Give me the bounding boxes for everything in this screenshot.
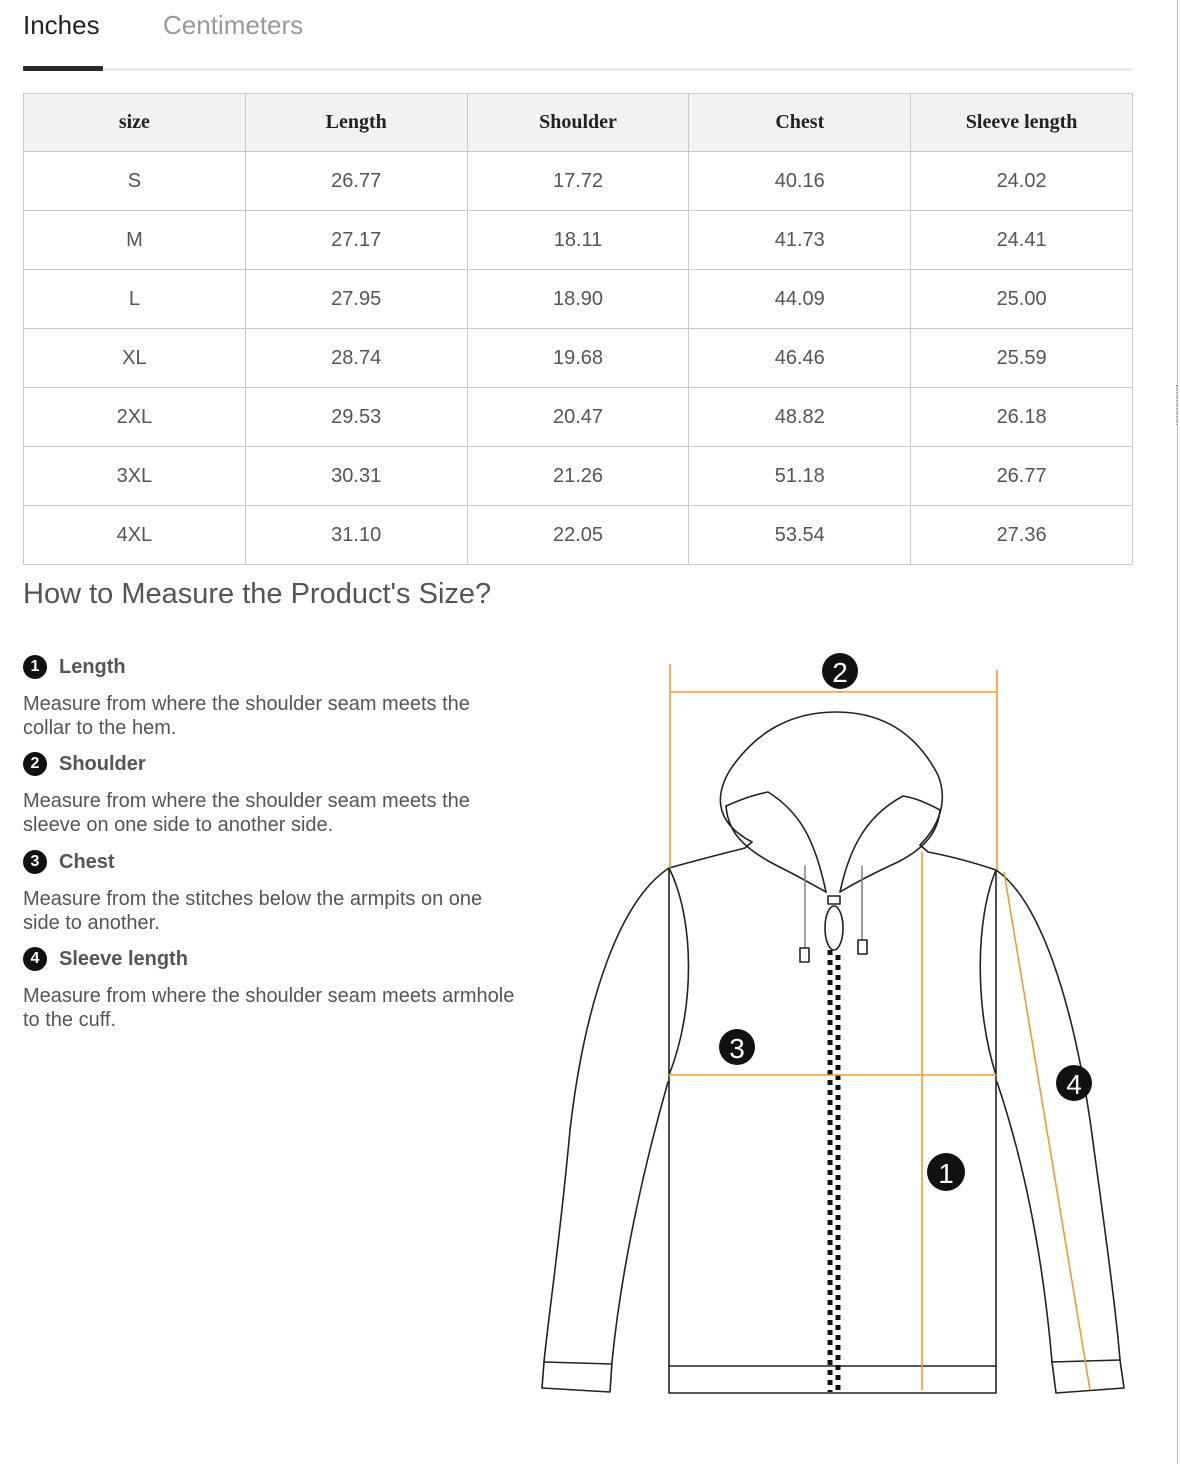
cell-sleeve: 24.02	[911, 152, 1133, 211]
cell-length: 29.53	[245, 388, 467, 447]
guide-label: Length	[59, 655, 126, 678]
cell-shoulder: 19.68	[467, 329, 689, 388]
cell-size: S	[24, 152, 246, 211]
cell-size: 4XL	[24, 506, 246, 565]
cell-length: 31.10	[245, 506, 467, 565]
cell-size: 3XL	[24, 447, 246, 506]
header-size: size	[24, 94, 246, 152]
guide-description: Measure from where the shoulder seam meets the collar to the hem.	[23, 693, 470, 739]
cell-chest: 46.46	[689, 329, 911, 388]
cell-chest: 53.54	[689, 506, 911, 565]
zipper-teeth	[830, 950, 838, 1392]
marker-1-icon	[927, 1153, 965, 1191]
cell-chest: 40.16	[689, 152, 911, 211]
measurement-lines	[668, 664, 1090, 1390]
guide-description: Measure from the stitches below the armpits on one side to another.	[23, 888, 483, 934]
cell-size: L	[24, 270, 246, 329]
cell-sleeve: 25.00	[911, 270, 1133, 329]
cell-length: 26.77	[245, 152, 467, 211]
cell-shoulder: 20.47	[467, 388, 689, 447]
header-chest: Chest	[689, 94, 911, 152]
cell-size: M	[24, 211, 246, 270]
hoodie-outline-icon	[542, 712, 1124, 1393]
cell-chest: 51.18	[689, 447, 911, 506]
cell-sleeve: 26.77	[911, 447, 1133, 506]
cell-chest: 48.82	[689, 388, 911, 447]
cell-length: 28.74	[245, 329, 467, 388]
guide-description: Measure from where the shoulder seam meets armhole to the cuff.	[23, 985, 515, 1031]
measure-section-title: How to Measure the Product's Size?	[23, 578, 492, 610]
tab-inches[interactable]: Inches	[23, 10, 100, 40]
cell-shoulder: 17.72	[467, 152, 689, 211]
header-shoulder: Shoulder	[467, 94, 689, 152]
header-sleeve-length: Sleeve length	[911, 94, 1133, 152]
cell-length: 27.95	[245, 270, 467, 329]
guide-description: Measure from where the shoulder seam meets the sleeve on one side to another side.	[23, 790, 470, 836]
marker-1-label: 1	[938, 1158, 954, 1189]
marker-2-label: 2	[832, 657, 848, 688]
cell-sleeve: 25.59	[911, 329, 1133, 388]
cell-shoulder: 18.11	[467, 211, 689, 270]
cell-size: XL	[24, 329, 246, 388]
cell-size: 2XL	[24, 388, 246, 447]
tab-centimeters[interactable]: Centimeters	[163, 10, 304, 40]
marker-3-label: 3	[729, 1033, 745, 1064]
marker-3-icon	[719, 1029, 755, 1065]
header-length: Length	[245, 94, 467, 152]
number-2-icon: 2	[23, 752, 47, 776]
number-1-icon: 1	[23, 655, 47, 679]
cell-shoulder: 21.26	[467, 447, 689, 506]
cell-sleeve: 24.41	[911, 211, 1133, 270]
guide-label: Shoulder	[59, 752, 146, 775]
cell-length: 27.17	[245, 211, 467, 270]
guide-label: Chest	[59, 850, 115, 873]
cell-sleeve: 27.36	[911, 506, 1133, 565]
marker-4-label: 4	[1066, 1069, 1082, 1100]
marker-4-icon	[1056, 1065, 1092, 1101]
cell-chest: 41.73	[689, 211, 911, 270]
guide-label: Sleeve length	[59, 947, 188, 970]
cell-chest: 44.09	[689, 270, 911, 329]
marker-2-icon	[822, 653, 858, 689]
cell-shoulder: 22.05	[467, 506, 689, 565]
cell-length: 30.31	[245, 447, 467, 506]
cell-sleeve: 26.18	[911, 388, 1133, 447]
number-4-icon: 4	[23, 947, 47, 971]
number-3-icon: 3	[23, 850, 47, 874]
cell-shoulder: 18.90	[467, 270, 689, 329]
